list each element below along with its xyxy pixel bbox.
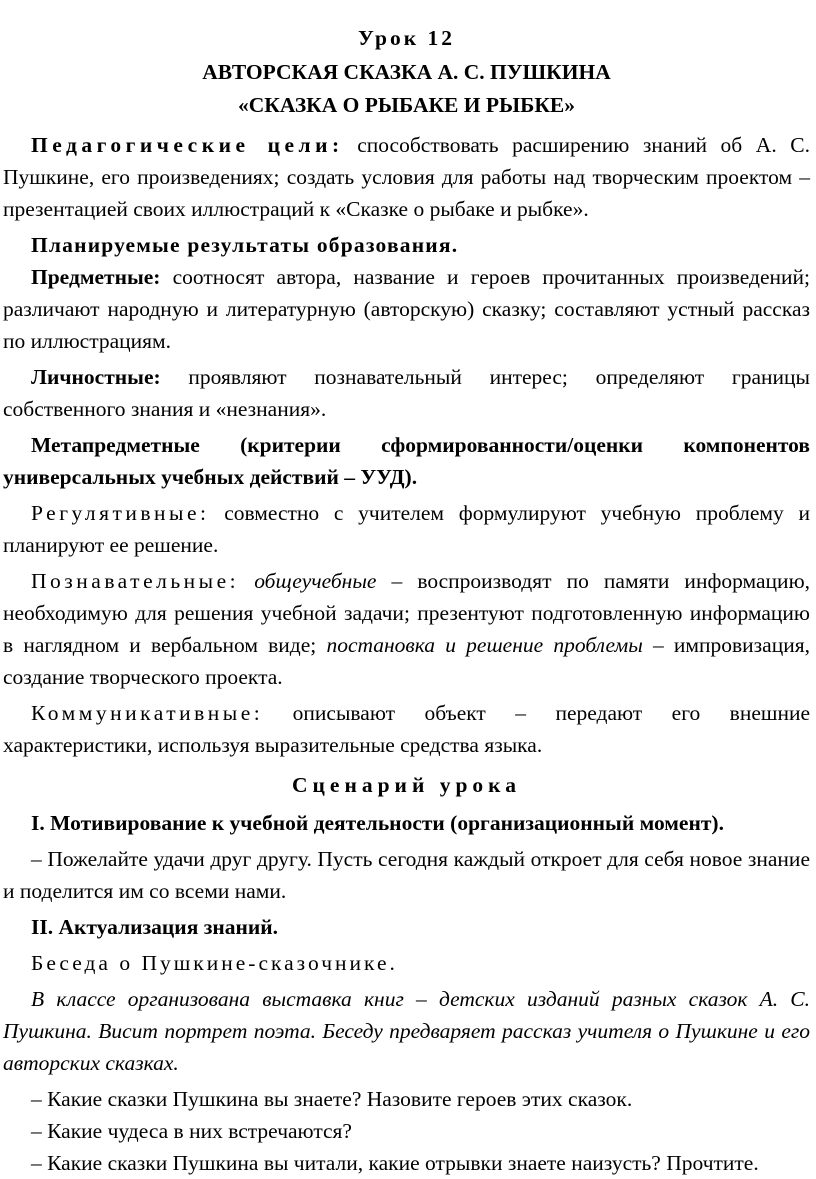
regulative-label: Регулятивные: (31, 501, 210, 525)
lesson-topic: АВТОРСКАЯ СКАЗКА А. С. ПУШКИНА (202, 60, 611, 84)
cognitive-paragraph (3, 565, 810, 693)
goals-paragraph (3, 129, 810, 225)
cognitive-italic-problem: постановка и решение проблемы (326, 633, 643, 657)
question-2: – Какие чудеса в них встречаются? (31, 1119, 352, 1143)
question-3: – Какие сказки Пушкина вы читали, какие отрывки знаете наизусть? Прочтите. (31, 1151, 759, 1175)
communicative-label: Коммуникативные: (31, 701, 264, 725)
stage1-title: I. Мотивирование к учебной деятельности (организационный момент). (31, 811, 724, 835)
stage1-text: – Пожелайте удачи друг другу. Пусть сегодня каждый откроет для себя новое знание и поделится им со всеми нами. (3, 847, 810, 903)
question-1: – Какие сказки Пушкина вы знаете? Назовите героев этих сказок. (31, 1087, 633, 1111)
talk-note: В классе организована выставка книг – детских изданий разных сказок А. С. Пушкина. Висит портрет поэта. Беседу предваряет рассказ учителя о Пушкине и его авторских сказках. (3, 987, 810, 1075)
talk-title: Беседа о Пушкине-сказочнике. (31, 951, 398, 975)
subject-text: соотносят автора, название и героев прочитанных произведений; различают народную и литературную (авторскую) сказку; составляют устный рассказ по иллюстрациям. (3, 265, 810, 353)
personal-label: Личностные: (31, 365, 161, 389)
cognitive-text-2: – импровизация, создание творческого проекта. (3, 633, 810, 689)
regulative-paragraph (3, 497, 810, 561)
tale-title: «СКАЗКА О РЫБАКЕ И РЫБКЕ» (237, 93, 576, 117)
cognitive-text-1: – воспроизводят по памяти информацию, необходимую для решения учебной задачи; презентуют подготовленную информацию в наглядном и вербальном виде; (3, 569, 811, 657)
scenario-heading: Сценарий урока (292, 773, 521, 797)
results-heading-paragraph (3, 229, 810, 261)
personal-paragraph (3, 361, 810, 425)
communicative-paragraph (3, 697, 810, 761)
lesson-number: Урок 12 (358, 26, 455, 50)
subject-label: Предметные: (31, 265, 161, 289)
subject-paragraph (3, 261, 810, 357)
personal-text: проявляют познавательный интерес; определяют границы собственного знания и «незнания». (3, 365, 810, 421)
stage2-title: II. Актуализация знаний. (31, 915, 279, 939)
communicative-text: описывают объект – передают его внешние характеристики, используя выразительные средства языка. (3, 701, 810, 757)
cognitive-italic-general: общеучебные (254, 569, 377, 593)
cognitive-label: Познавательные: (31, 569, 240, 593)
results-heading: Планируемые результаты образования. (31, 233, 459, 257)
meta-heading: Метапредметные (критерии сформированности/оценки компонентов универсальных учебных действий – УУД). (3, 433, 810, 489)
goals-label: Педагогические цели: (31, 133, 344, 157)
goals-text: способствовать расширению знаний об А. С. Пушкине, его произведениях; создать условия для работы над творческим проектом – презентацией своих иллюстраций к «Сказке о рыбаке и рыбке». (3, 133, 810, 221)
regulative-text: совместно с учителем формулируют учебную проблему и планируют ее решение. (3, 501, 810, 557)
